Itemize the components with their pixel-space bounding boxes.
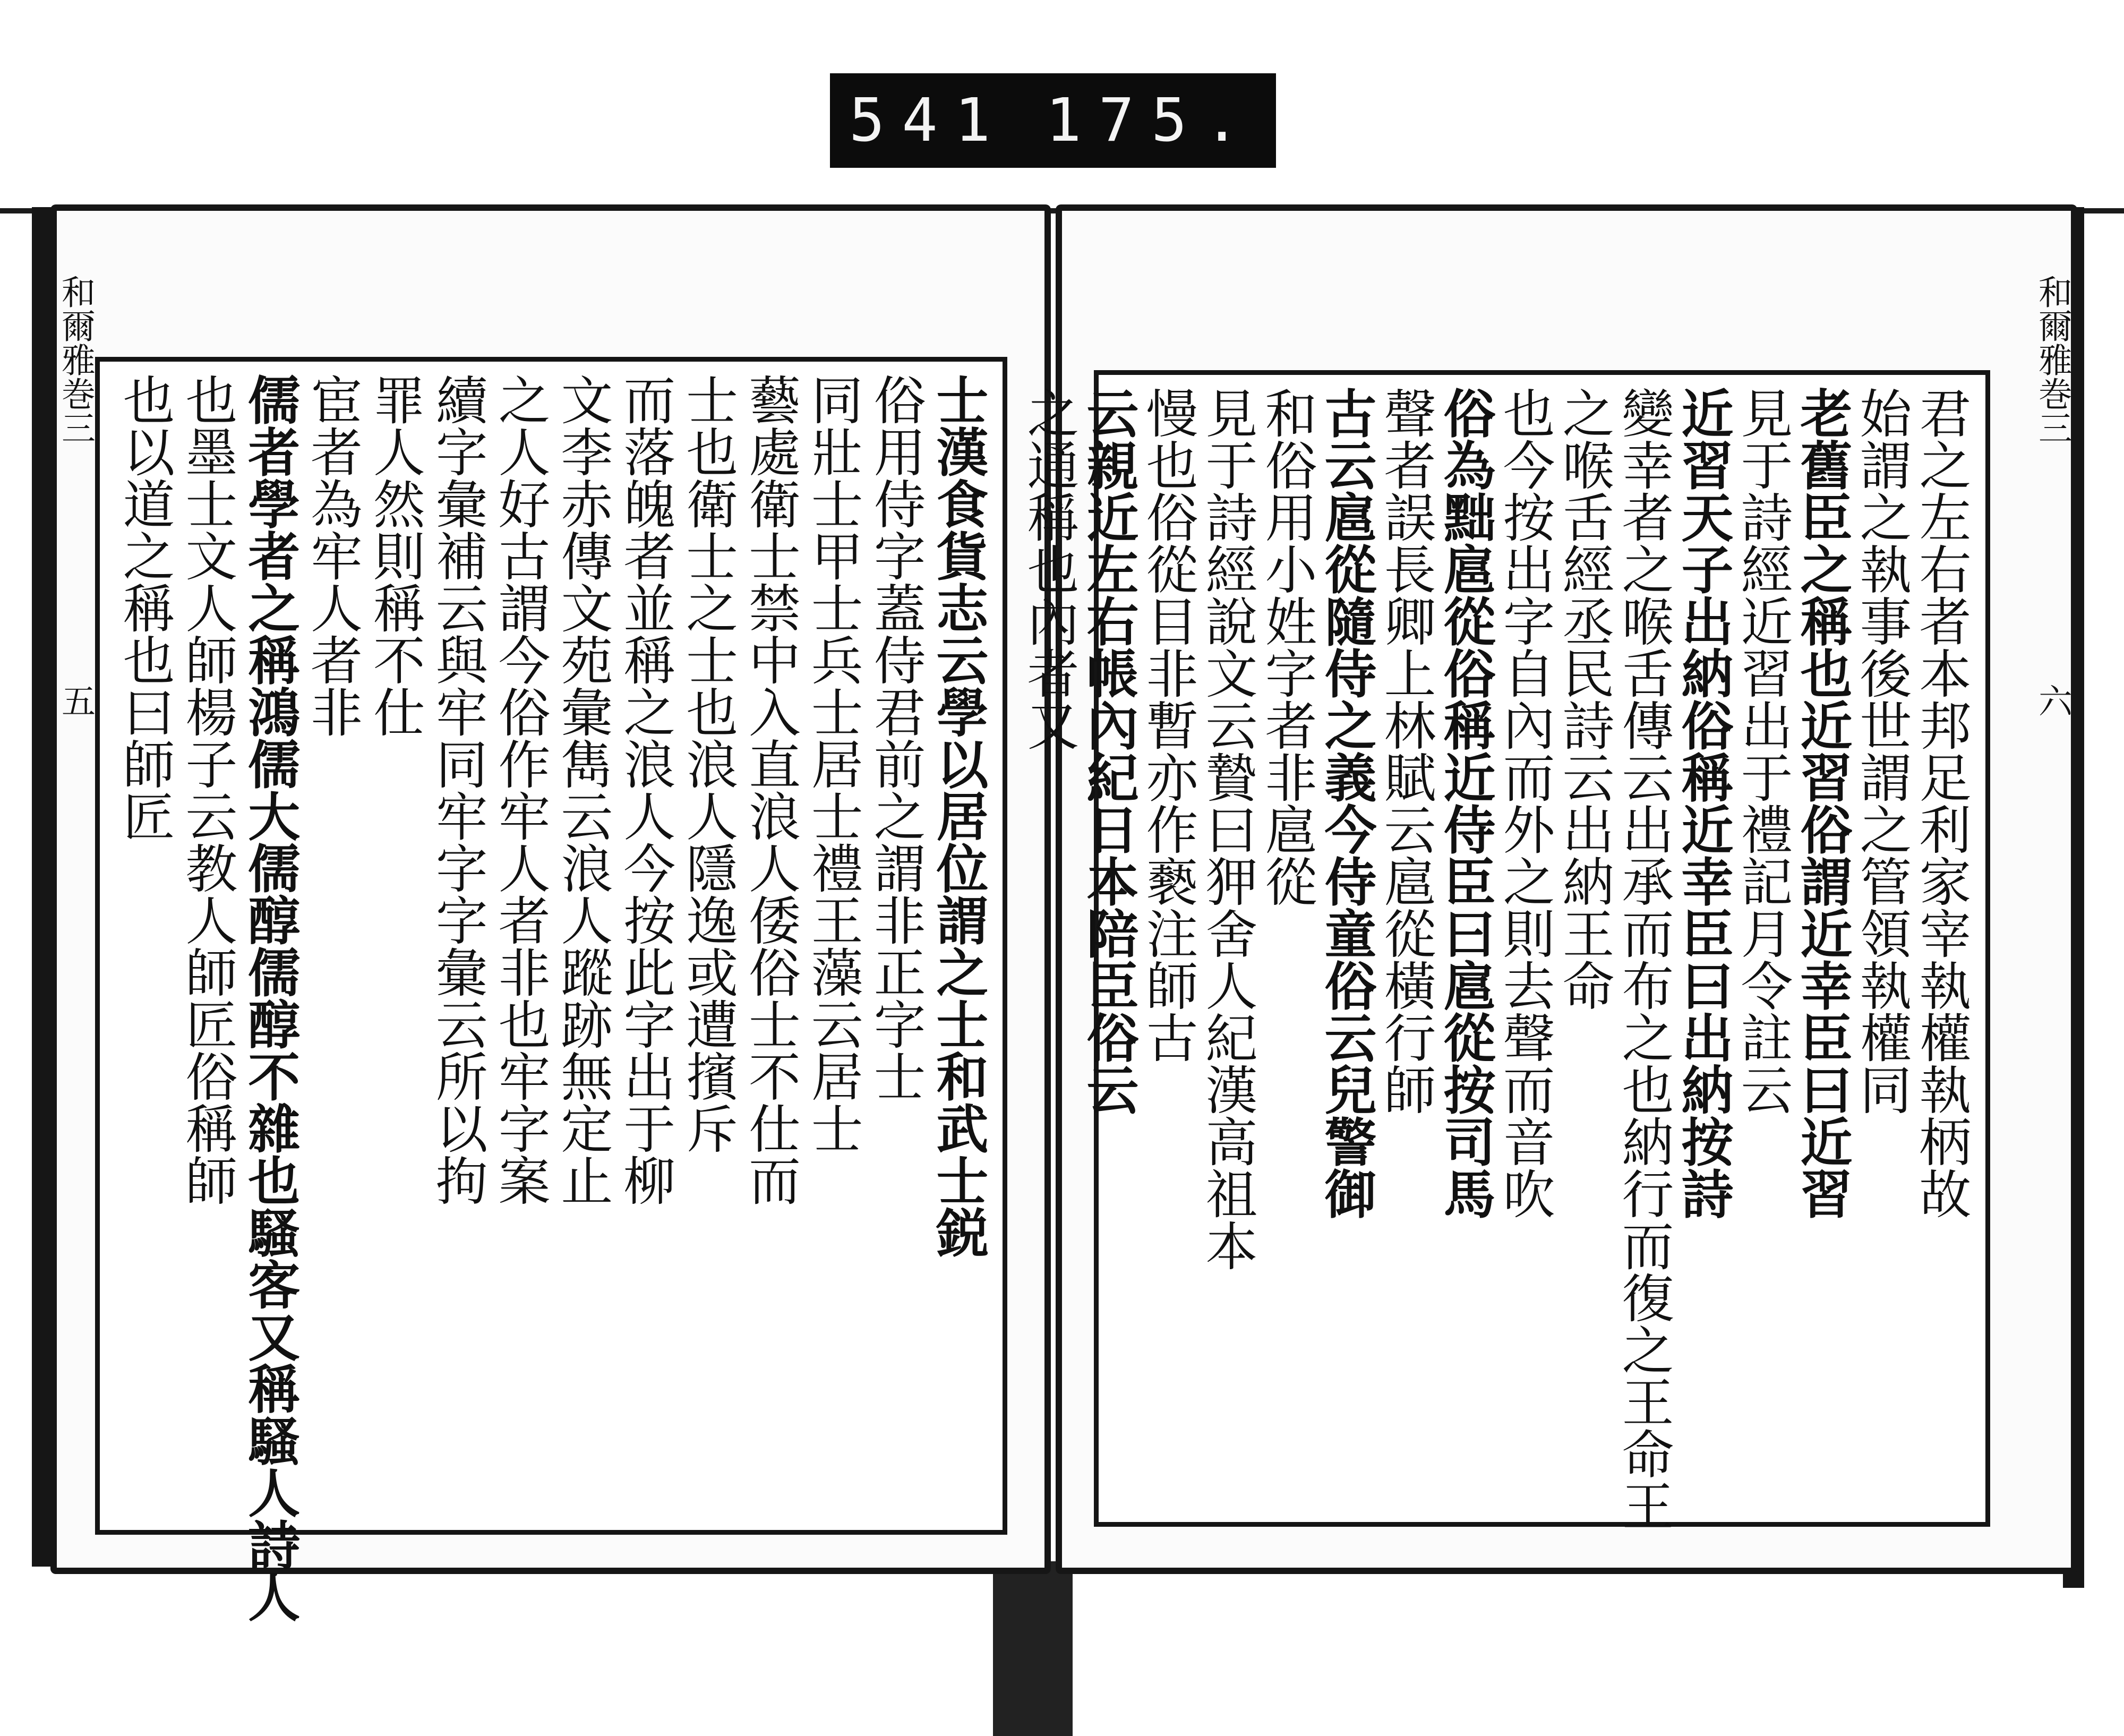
text-column: 也墨士文人師楊子云教人師匠俗稱師 <box>176 373 237 1206</box>
text-column: 見于詩經說文云贄曰狎舍人紀漢高祖本 <box>1197 387 1257 1271</box>
left-volume-title: 和爾雅巻三 <box>56 275 95 444</box>
text-column: 而落魄者並稱之浪人今按此字出于柳 <box>614 373 675 1206</box>
text-column: 同壯士甲士兵士居士禮王藻云居士 <box>802 373 863 1154</box>
left-text-columns <box>114 373 989 1622</box>
right-volume-title: 和爾雅巻三 <box>2033 275 2072 444</box>
right-page-number: 六 <box>2033 683 2072 717</box>
text-column: 士也衛士之士也浪人隱逸或遭擯斥 <box>677 373 738 1154</box>
text-column: 始謂之執事後世謂之管領執權同 <box>1851 387 1912 1115</box>
text-column: 和俗用小姓字者非扈從 <box>1256 387 1317 907</box>
book-spine <box>993 1561 1073 1736</box>
text-column: 君之左右者本邦足利家宰執權執柄故 <box>1911 387 1971 1219</box>
text-column: 文李赤傳文苑彙雋云浪人蹤跡無定止 <box>552 373 613 1206</box>
text-column: 云親近左右帳內紀日本陪臣俗云 <box>1078 387 1139 1115</box>
text-column: 儒者學者之稱鴻儒大儒醇儒醇不雜也騷客又稱騷人詩人 <box>239 373 301 1622</box>
text-column: 慢也俗從目非暫亦作褻注師古 <box>1137 387 1198 1063</box>
text-column: 俗為黜扈從俗稱近侍臣曰扈從按司馬 <box>1435 387 1496 1219</box>
text-column: 近習天子出納俗稱近幸臣曰出納按詩 <box>1673 387 1734 1219</box>
text-column: 俗用侍字蓋侍君前之謂非正字士 <box>865 373 926 1102</box>
text-column: 也今按出字自內而外之則去聲而音吹 <box>1494 387 1555 1219</box>
left-page <box>50 204 1051 1622</box>
text-column: 罪人然則稱不仕 <box>364 373 425 738</box>
text-column: 宦者為牢人者非 <box>302 373 363 738</box>
text-column: 之通稱也內者又 <box>1018 387 1079 751</box>
catalog-number-right: 175. <box>1046 86 1257 155</box>
text-column: 老舊臣之稱也近習俗謂近幸臣曰近習 <box>1792 387 1853 1219</box>
right-page <box>1018 204 2077 1574</box>
left-margin-title <box>57 211 94 1432</box>
text-column: 續字彙補云與牢同牢字字彙云所以拘 <box>427 373 488 1206</box>
text-column: 變幸者之喉舌傳云出承而布之也納行而復之王命王 <box>1613 387 1674 1532</box>
text-column: 聲者誤長卿上林賦云扈從橫行師 <box>1375 387 1436 1115</box>
text-column: 古云扈從隨侍之義今侍童俗云兒警御 <box>1316 387 1377 1219</box>
text-column: 見于詩經近習出于禮記月令註云 <box>1732 387 1793 1115</box>
right-text-frame <box>1018 370 1990 1532</box>
text-column: 藝處衛士禁中入直浪人倭俗士不仕而 <box>740 373 801 1206</box>
text-column: 也以道之稱也曰師匠 <box>114 373 175 842</box>
text-column: 之喉舌經丞民詩云出納王命 <box>1554 387 1614 1011</box>
right-margin-title <box>2034 211 2071 1432</box>
text-column: 之人好古謂今俗作牢人者非也牢字案 <box>490 373 551 1206</box>
text-column: 士漢食貨志云學以居位謂之士和武士鋭 <box>927 373 989 1258</box>
catalog-number-label <box>830 73 1276 168</box>
left-page-number: 五 <box>56 683 95 717</box>
catalog-number-left: 541 <box>849 86 1008 155</box>
right-text-columns <box>1018 387 1971 1532</box>
left-text-frame <box>95 357 1007 1622</box>
